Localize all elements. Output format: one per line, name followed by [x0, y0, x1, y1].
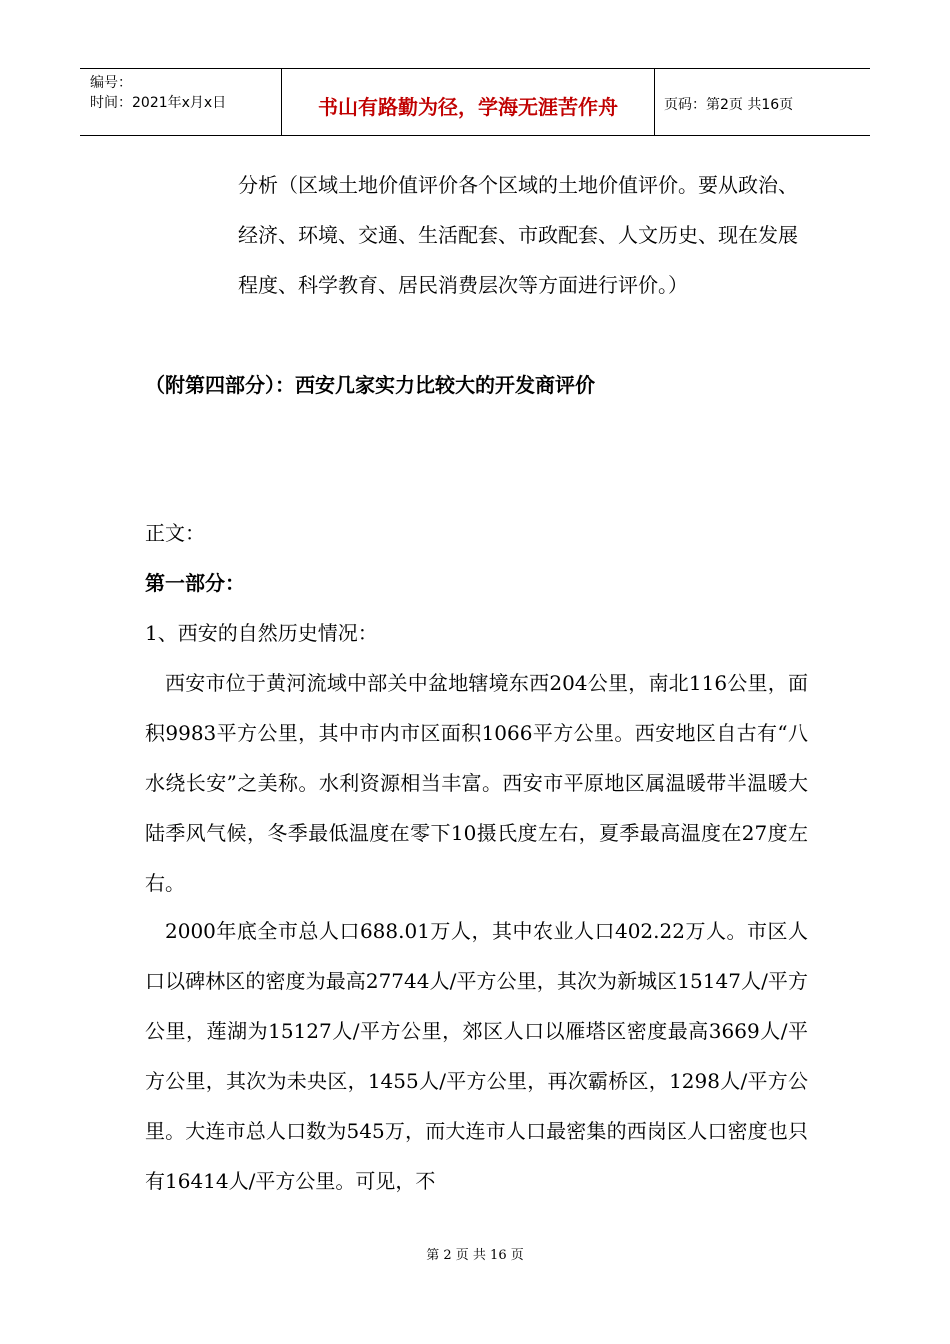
paragraph-population: 2000年底全市总人口688.01万人，其中农业人口402.22万人。市区人口以碑林区的密度为最高27744人/平方公里，其次为新城区15147人/平方公里，莲湖为15127人/平方公里，郊区人口以雁塔区密度最高3669人/平方公里，其次为未央区，1455人/平方公里，再次霸桥区，1298人/平方公里。大连市总人口数为545万，而大连市人口最密集的西岗区人口密度也只有16414人/平方公里。可见，不: [145, 919, 808, 1193]
document-header: [80, 68, 870, 136]
indented-paragraph: 分析（区域土地价值评价各个区域的土地价值评价。要从政治、经济、环境、交通、生活配套、市政配套、人文历史、现在发展程度、科学教育、居民消费层次等方面进行评价。）: [238, 173, 798, 297]
paragraph-natural-history: 西安市位于黄河流域中部关中盆地辖境东西204公里，南北116公里，面积9983平方公里，其中市内市区面积1066平方公里。西安地区自古有“八水绕长安”之美称。水利资源相当丰富。西安市平原地区属温暖带半温暖大陆季风气候，冬季最低温度在零下10摄氏度左右，夏季最高温度在27度左右。: [145, 671, 808, 895]
header-meta-cell: [80, 69, 280, 135]
part-heading: 第一部分：: [145, 571, 245, 595]
body-label: 正文：: [145, 521, 205, 545]
appendix-heading: （附第四部分）：西安几家实力比较大的开发商评价: [145, 373, 595, 397]
section-title: 1、西安的自然历史情况：: [145, 621, 378, 645]
header-motto-cell: [281, 69, 655, 135]
time-label: 时间：2021年x月x日: [90, 95, 227, 111]
number-label: 编号：: [90, 75, 132, 91]
page-footer: 第 2 页 共 16 页: [426, 1248, 524, 1263]
header-page-info: 页码：第2页 共16页: [664, 97, 794, 113]
motto-text: 书山有路勤为径，学海无涯苦作舟: [318, 95, 618, 119]
